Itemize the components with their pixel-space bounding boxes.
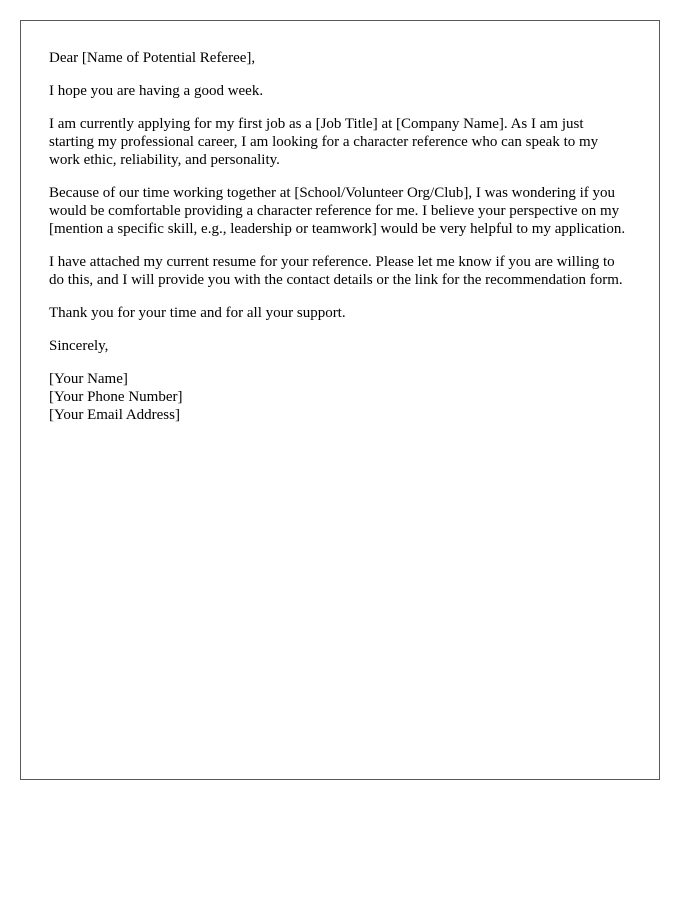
paragraph-resume: I have attached my current resume for your reference. Please let me know if you are willing to do this, and I will provide you with the contact details or the link for the recommendation form. xyxy=(49,254,623,288)
paragraph-greeting: I hope you are having a good week. xyxy=(49,83,264,99)
signature-name: [Your Name] xyxy=(49,371,128,387)
signature-phone: [Your Phone Number] xyxy=(49,389,183,405)
closing: Sincerely, xyxy=(49,338,109,354)
paragraph-intro: I am currently applying for my first job as a [Job Title] at [Company Name]. As I am just starting my professional career, I am looking for a character reference who can speak to my work ethic, reliability, and personality. xyxy=(49,116,599,168)
paragraph-request: Because of our time working together at [School/Volunteer Org/Club], I was wondering if you would be comfortable providing a character reference for me. I believe your perspective on my [mention a specific skill, e.g., leadership or teamwork] would be very helpful to my application. xyxy=(49,185,626,237)
paragraph-thanks: Thank you for your time and for all your support. xyxy=(49,305,346,321)
signature-block xyxy=(49,370,631,424)
salutation: Dear [Name of Potential Referee], xyxy=(49,50,256,66)
signature-email: [Your Email Address] xyxy=(49,407,180,423)
letter-page xyxy=(20,20,660,780)
